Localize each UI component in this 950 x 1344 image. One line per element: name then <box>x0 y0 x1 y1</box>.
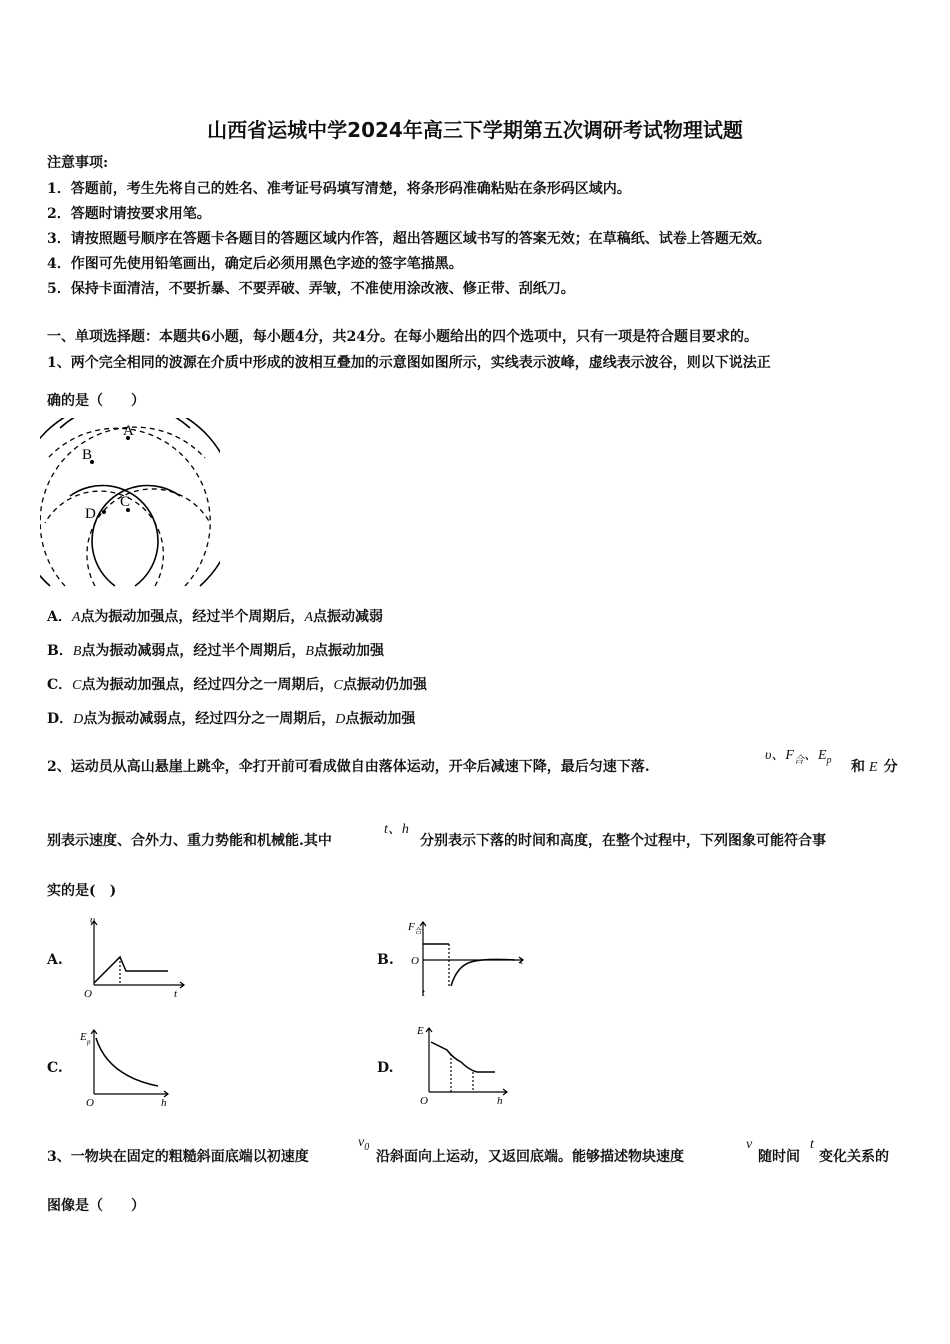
graph-a-ylabel: υ <box>90 915 96 926</box>
q2-option-a-label: A. <box>47 952 63 968</box>
q2-option-b-label: B. <box>377 952 394 968</box>
q3-stem-line2: 图像是（ ） <box>47 1198 145 1214</box>
q2-stem-line2b: 分别表示下落的时间和高度，在整个过程中，下列图象可能符合事 <box>420 833 826 849</box>
graph-d-origin: O <box>420 1095 428 1107</box>
q3-stem-line1c: 随时间 <box>758 1149 800 1165</box>
notice-item: 1．答题前，考生先将自己的姓名、准考证号码填写清楚，将条形码准确粘贴在条形码区域内。 <box>47 181 631 197</box>
q1-option-d: D．D点为振动减弱点，经过四分之一周期后，D点振动加强 <box>47 711 416 727</box>
q3-stem-line1b: 沿斜面向上运动，又返回底端。能够描述物块速度 <box>376 1149 684 1165</box>
graph-b-xlabel: t <box>520 955 524 967</box>
graph-d <box>413 1022 513 1112</box>
notice-item: 5．保持卡面清洁，不要折暴、不要弄破、弄皱，不准使用涂改液、修正带、刮纸刀。 <box>47 281 575 297</box>
graph-b-ysub: 合 <box>415 927 422 935</box>
potential-energy-curve <box>96 1038 158 1086</box>
graph-d-ylabel: E <box>417 1025 424 1037</box>
q3-t: t <box>810 1137 814 1152</box>
q3-v: v <box>746 1137 753 1152</box>
q1-stem-line2: 确的是（ ） <box>47 393 145 409</box>
graph-c-xlabel: h <box>161 1097 167 1109</box>
wave-crest-right-2 <box>70 486 158 586</box>
notice-heading: 注意事项: <box>47 155 109 171</box>
q2-stem-line2a: 别表示速度、合外力、重力势能和机械能.其中 <box>47 833 332 849</box>
velocity-curve <box>94 957 168 983</box>
graph-a-origin: O <box>84 988 92 1000</box>
q2-option-d-label: D. <box>377 1060 394 1076</box>
label-a: A <box>123 423 134 439</box>
graph-b-origin: O <box>411 955 419 967</box>
label-d: D <box>85 506 96 522</box>
graph-c <box>78 1024 173 1109</box>
wave-interference-figure <box>40 418 220 590</box>
point-d <box>102 510 106 514</box>
label-b: B <box>82 447 93 463</box>
graph-b-ylabel: F <box>408 921 415 933</box>
q1-option-a: A．A点为振动加强点，经过半个周期后，A点振动减弱 <box>47 609 383 625</box>
notice-item: 3．请按照题号顺序在答题卡各题目的答题区域内作答，超出答题区域书写的答案无效；在草稿纸、试卷上答题无效。 <box>47 231 771 247</box>
q2-and: 和 E 分 <box>851 759 898 775</box>
q2-vars: υ、$F_合$、$E_p$ <box>765 748 832 766</box>
wave-crest-left-2 <box>92 486 180 586</box>
mechanical-energy-curve <box>431 1042 495 1072</box>
q3-v0: $v_0$ <box>358 1135 370 1153</box>
graph-c-ysub: p <box>87 1038 91 1046</box>
graph-c-ylabel: E <box>80 1031 87 1043</box>
graph-c-origin: O <box>86 1097 94 1109</box>
force-after <box>451 959 515 986</box>
graph-a <box>80 915 190 1000</box>
q2-stem-line1: 2、运动员从高山悬崖上跳伞，伞打开前可看成做自由落体运动，开伞后减速下降，最后匀速下落. <box>47 759 650 775</box>
q1-option-b: B．B点为振动减弱点，经过半个周期后，B点振动加强 <box>47 643 384 659</box>
q1-stem-line1: 1、两个完全相同的波源在介质中形成的波相互叠加的示意图如图所示，实线表示波峰，虚线表示波谷，则以下说法正 <box>47 355 771 371</box>
graph-b-extra: t <box>422 988 425 999</box>
graph-d-xlabel: h <box>497 1095 503 1107</box>
q3-stem-line1d: 变化关系的 <box>819 1149 889 1165</box>
notice-item: 4．作图可先使用铅笔画出，确定后必须用黑色字迹的签字笔描黑。 <box>47 256 463 272</box>
label-c: C <box>120 494 131 510</box>
section-heading: 一、单项选择题：本题共6小题，每小题4分，共24分。在每小题给出的四个选项中，只有一项是符合题目要求的。 <box>47 329 758 345</box>
graph-b <box>405 914 530 1000</box>
q2-stem-line3: 实的是( ) <box>47 883 117 899</box>
q2-option-c-label: C. <box>47 1060 63 1076</box>
notice-item: 2．答题时请按要求用笔。 <box>47 206 211 222</box>
graph-a-xlabel: t <box>174 988 178 1000</box>
q1-option-c: C．C点为振动加强点，经过四分之一周期后，C点振动仍加强 <box>47 677 427 693</box>
wave-crest-right-1 <box>60 418 220 586</box>
page-title: 山西省运城中学2024年高三下学期第五次调研考试物理试题 <box>207 118 743 142</box>
q2-vars-th: t、h <box>384 822 409 837</box>
q3-stem-line1a: 3、一物块在固定的粗糙斜面底端以初速度 <box>47 1149 309 1165</box>
